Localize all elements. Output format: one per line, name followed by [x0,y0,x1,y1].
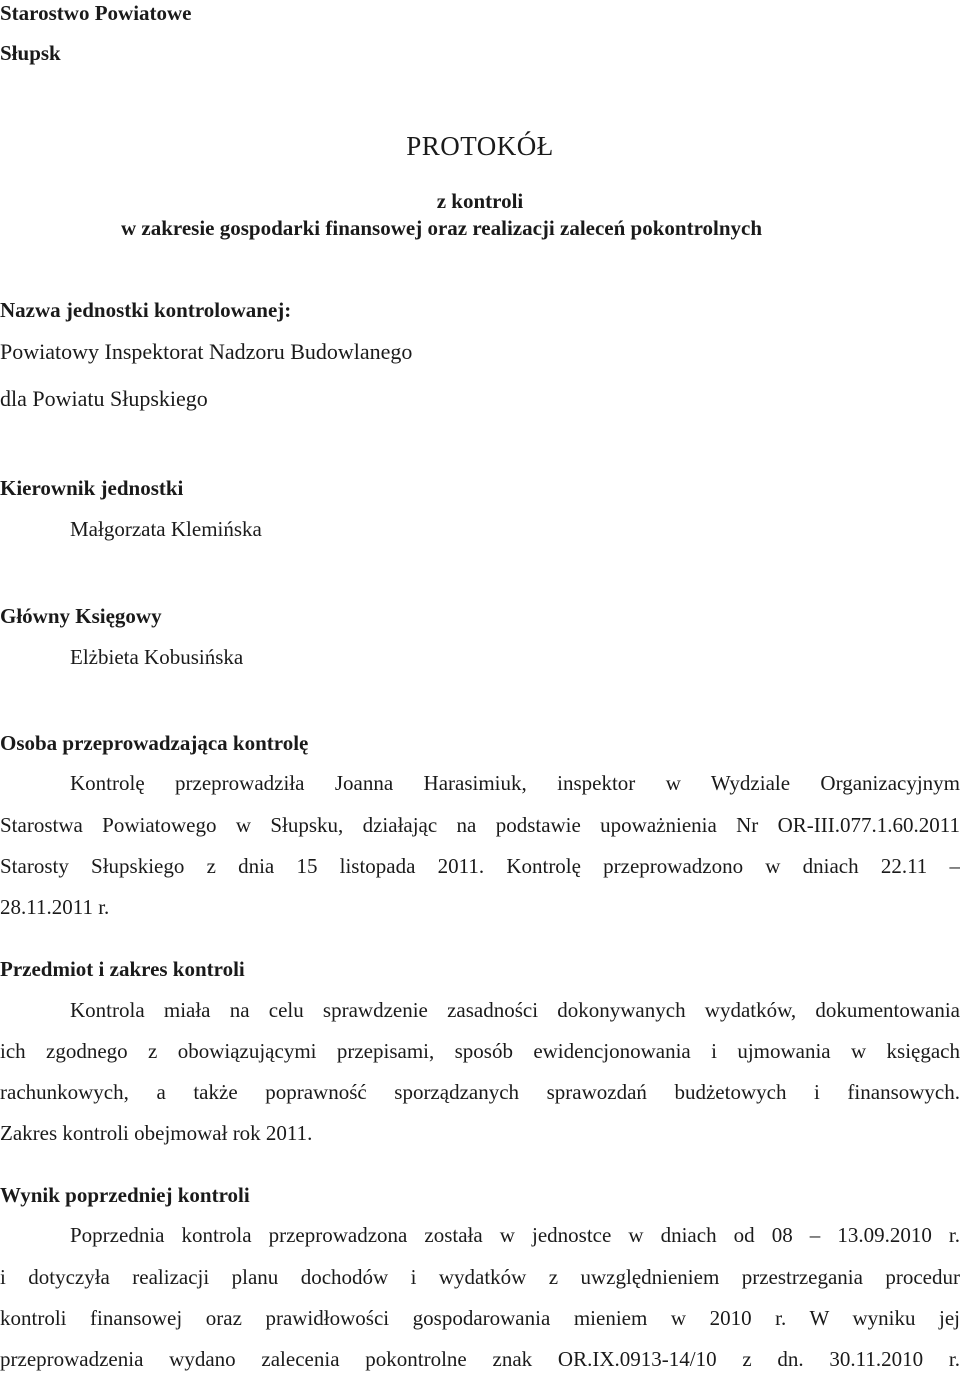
manager-label: Kierownik jednostki [0,476,184,500]
subtitle-line-1: z kontroli [436,189,524,213]
previous-line-2: i dotyczyła realizacji planu dochodów i wydatków z uwzględnieniem przestrzegania procedur [0,1265,960,1289]
header-org: Starostwo Powiatowe [0,1,192,25]
previous-label: Wynik poprzedniej kontroli [0,1183,250,1207]
header-city: Słupsk [0,41,61,65]
scope-line-2: ich zgodnego z obowiązującymi przepisami, sposób ewidencjonowania i ujmowania w księgach [0,1039,960,1063]
accountant-name: Elżbieta Kobusińska [70,645,244,669]
inspector-line-1: Kontrolę przeprowadziła Joanna Harasimiuk, inspektor w Wydziale Organizacyjnym [70,771,960,795]
previous-line-3: kontroli finansowej oraz prawidłowości gospodarowania mieniem w 2010 r. W wyniku jej [0,1306,960,1330]
previous-line-4: przeprowadzenia wydano zalecenia pokontrolne znak OR.IX.0913-14/10 z dn. 30.11.2010 r. [0,1347,960,1371]
subtitle-line-2: w zakresie gospodarki finansowej oraz realizacji zaleceń pokontrolnych [121,216,763,240]
scope-line-4: Zakres kontroli obejmował rok 2011. [0,1121,313,1145]
accountant-label: Główny Księgowy [0,604,162,628]
scope-line-1: Kontrola miała na celu sprawdzenie zasadności dokonywanych wydatków, dokumentowania [70,998,960,1022]
inspector-line-3: Starosty Słupskiego z dnia 15 listopada 2011. Kontrolę przeprowadzono w dniach 22.11 – [0,854,960,878]
unit-label: Nazwa jednostki kontrolowanej: [0,298,292,322]
inspector-line-2: Starostwa Powiatowego w Słupsku, działając na podstawie upoważnienia Nr OR-III.077.1.60.2011 [0,813,960,837]
inspector-label: Osoba przeprowadzająca kontrolę [0,731,309,755]
scope-line-3: rachunkowych, a także poprawność sporządzanych sprawozdań budżetowych i finansowych. [0,1080,960,1104]
unit-name-line-2: dla Powiatu Słupskiego [0,386,208,411]
document-title: PROTOKÓŁ [406,131,554,161]
scope-label: Przedmiot i zakres kontroli [0,957,245,981]
unit-name-line-1: Powiatowy Inspektorat Nadzoru Budowlanego [0,339,413,364]
inspector-line-4: 28.11.2011 r. [0,895,110,919]
manager-name: Małgorzata Klemińska [70,517,262,541]
previous-line-1: Poprzednia kontrola przeprowadzona została w jednostce w dniach od 08 – 13.09.2010 r. [70,1223,960,1247]
